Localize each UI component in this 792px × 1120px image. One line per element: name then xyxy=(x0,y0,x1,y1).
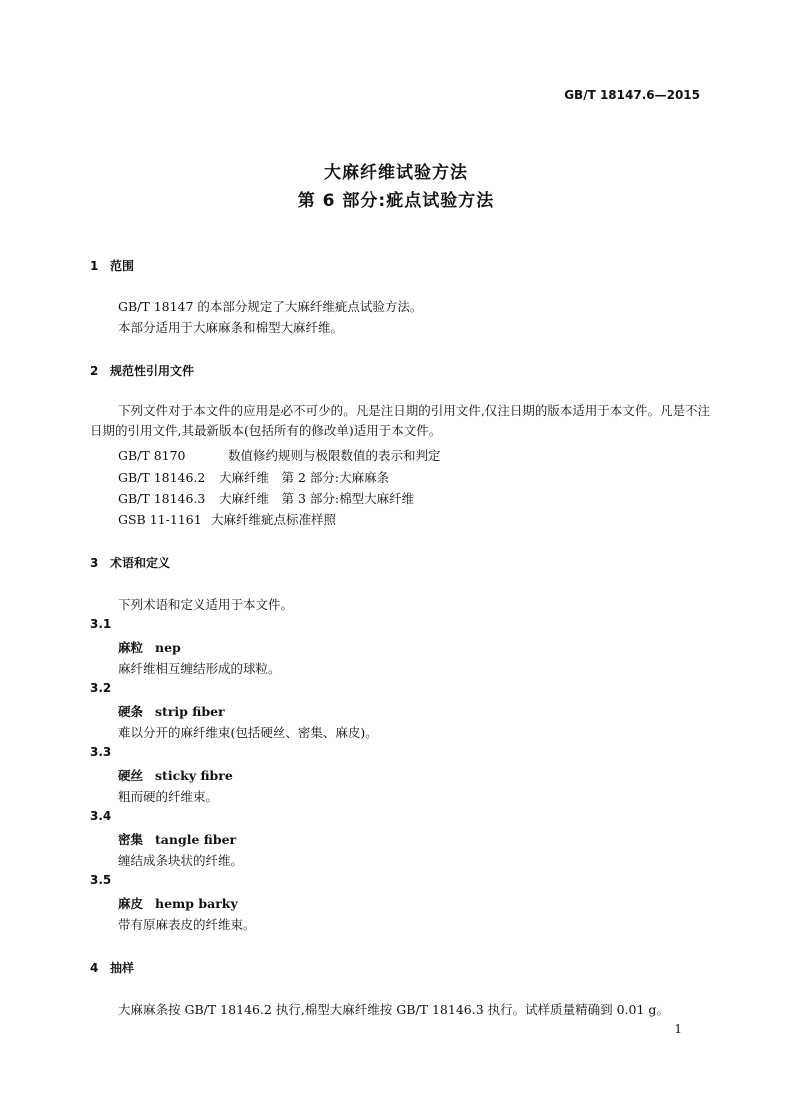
term-heading xyxy=(118,702,225,720)
reference-title: 大麻纤维疵点标准样照 xyxy=(211,512,337,527)
reference-code: GB/T 18146.3 xyxy=(118,491,206,506)
section-1-heading xyxy=(90,257,134,274)
term-en: nep xyxy=(155,640,181,655)
term-zh: 硬条 xyxy=(118,704,144,719)
term-definition: 带有原麻表皮的纤维束。 xyxy=(118,917,256,932)
paragraph: 本部分适用于大麻麻条和棉型大麻纤维。 xyxy=(118,320,344,335)
section-number: 3 xyxy=(90,556,99,570)
term-en: tangle fiber xyxy=(155,832,237,847)
section-number: 2 xyxy=(90,364,99,378)
term-heading xyxy=(118,766,233,784)
reference-code: GB/T 18146.2 xyxy=(118,470,206,485)
term-definition: 麻纤维相互缠结形成的球粒。 xyxy=(118,661,281,676)
term-number: 3.4 xyxy=(90,809,112,823)
section-title: 抽样 xyxy=(110,961,135,975)
term-en: hemp barky xyxy=(155,896,238,911)
reference-title: 数值修约规则与极限数值的表示和判定 xyxy=(228,448,441,463)
section-title: 范围 xyxy=(110,259,135,273)
page-number: 1 xyxy=(674,1022,682,1036)
section-title: 术语和定义 xyxy=(110,556,171,570)
reference-item xyxy=(118,446,441,464)
reference-item xyxy=(118,489,414,507)
term-number: 3.1 xyxy=(90,617,112,631)
term-number: 3.2 xyxy=(90,681,112,695)
document-title: 大麻纤维试验方法 xyxy=(324,163,468,183)
reference-code: GSB 11-1161 xyxy=(118,512,202,527)
term-zh: 密集 xyxy=(118,832,144,847)
term-definition: 缠结成条块状的纤维。 xyxy=(118,853,244,868)
reference-title: 大麻纤维 第 2 部分:大麻麻条 xyxy=(219,470,390,485)
term-en: sticky fibre xyxy=(155,768,233,783)
term-heading xyxy=(118,830,236,848)
section-title: 规范性引用文件 xyxy=(110,364,195,378)
term-en: strip fiber xyxy=(155,704,225,719)
term-number: 3.3 xyxy=(90,745,112,759)
term-definition: 难以分开的麻纤维束(包括硬丝、密集、麻皮)。 xyxy=(118,725,378,740)
reference-item xyxy=(118,510,336,528)
section-number: 4 xyxy=(90,961,99,975)
document-subtitle: 第 6 部分:疵点试验方法 xyxy=(297,191,495,211)
paragraph: 大麻麻条按 GB/T 18146.2 执行,棉型大麻纤维按 GB/T 18146.3 执行。试样质量精确到 0.01 g。 xyxy=(118,1002,669,1017)
term-definition: 粗而硬的纤维束。 xyxy=(118,789,219,804)
term-zh: 麻皮 xyxy=(118,896,144,911)
standard-code: GB/T 18147.6—2015 xyxy=(564,88,700,102)
paragraph: GB/T 18147 的本部分规定了大麻纤维疵点试验方法。 xyxy=(118,299,423,314)
reference-code: GB/T 8170 xyxy=(118,448,186,463)
reference-title: 大麻纤维 第 3 部分:棉型大麻纤维 xyxy=(219,491,415,506)
term-zh: 麻粒 xyxy=(118,640,144,655)
term-heading xyxy=(118,638,181,656)
term-zh: 硬丝 xyxy=(118,768,144,783)
reference-item xyxy=(118,468,389,486)
section-3-heading xyxy=(90,554,170,571)
section-number: 1 xyxy=(90,259,99,273)
section-2-intro: 下列文件对于本文件的应用是必不可少的。凡是注日期的引用文件,仅注日期的版本适用于本文件。凡是不注日期的引用文件,其最新版本(包括所有的修改单)适用于本文件。 xyxy=(90,403,710,438)
paragraph: 下列术语和定义适用于本文件。 xyxy=(118,597,294,612)
term-number: 3.5 xyxy=(90,873,112,887)
section-2-heading xyxy=(90,362,194,379)
section-4-heading xyxy=(90,959,134,976)
term-heading xyxy=(118,894,238,912)
